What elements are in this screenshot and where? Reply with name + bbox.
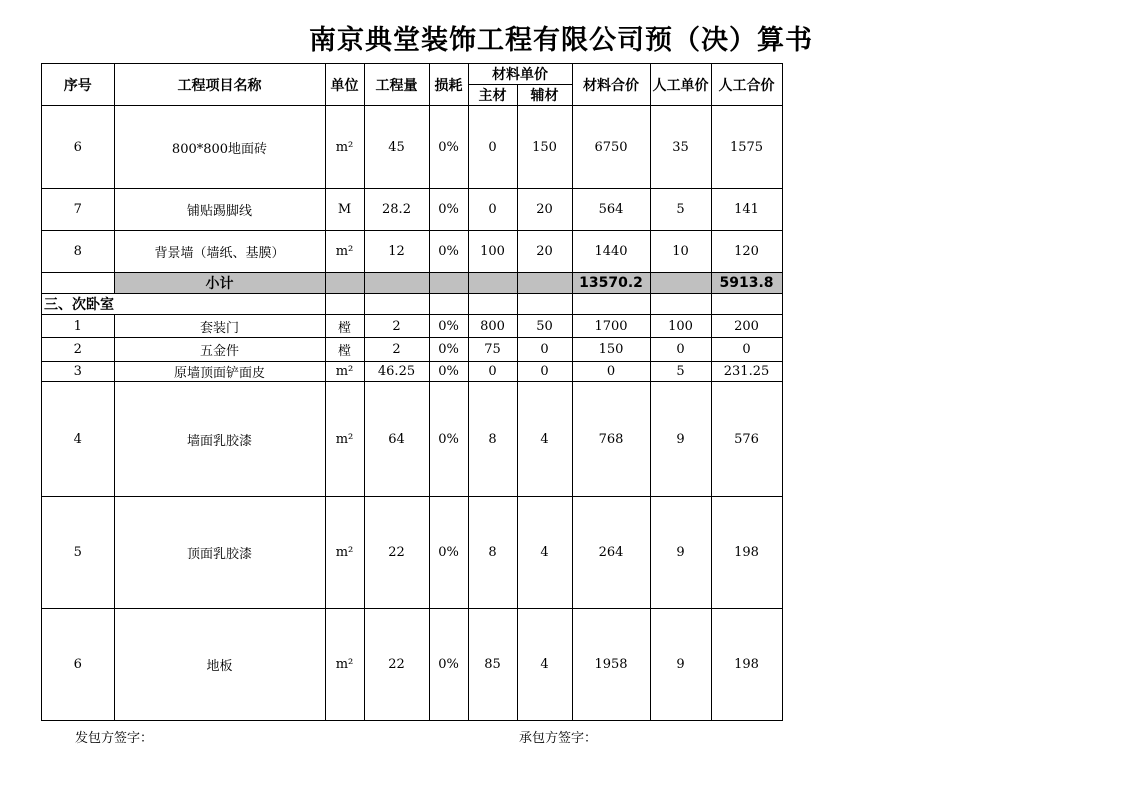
subtotal-blank [429, 273, 468, 294]
table-row [42, 497, 783, 609]
subtotal-index [42, 273, 115, 294]
cell-loss: 0% [429, 106, 468, 189]
cell-index: 5 [42, 497, 115, 609]
cell-unit: m² [325, 609, 364, 721]
cell-labor-total: 0 [711, 338, 782, 362]
table-row [42, 382, 783, 497]
cell-quantity: 2 [364, 338, 429, 362]
header-aux-material: 辅材 [517, 85, 572, 106]
table-row [42, 609, 783, 721]
cell-aux-material: 4 [517, 497, 572, 609]
cell-quantity: 12 [364, 231, 429, 273]
cell-aux-material: 50 [517, 315, 572, 338]
subtotal-blank [325, 273, 364, 294]
cell-material-total: 564 [572, 189, 650, 231]
cell-labor-total: 198 [711, 497, 782, 609]
section-blank [572, 294, 650, 315]
cell-index: 4 [42, 382, 115, 497]
cell-material-total: 6750 [572, 106, 650, 189]
section-row [42, 294, 783, 315]
cell-index: 6 [42, 609, 115, 721]
cell-material-total: 150 [572, 338, 650, 362]
section-blank [325, 294, 364, 315]
cell-labor-price: 10 [650, 231, 711, 273]
cell-unit: m² [325, 497, 364, 609]
cell-name: 五金件 [114, 338, 325, 362]
section-blank [114, 294, 325, 315]
cell-main-material: 0 [468, 189, 517, 231]
section-blank [468, 294, 517, 315]
header-loss: 损耗 [429, 64, 468, 106]
cell-quantity: 28.2 [364, 189, 429, 231]
cell-index: 7 [42, 189, 115, 231]
cell-main-material: 800 [468, 315, 517, 338]
table-row [42, 362, 783, 382]
cell-material-total: 0 [572, 362, 650, 382]
cell-material-total: 1700 [572, 315, 650, 338]
cell-labor-price: 9 [650, 497, 711, 609]
cell-loss: 0% [429, 338, 468, 362]
cell-name: 套装门 [114, 315, 325, 338]
cell-quantity: 22 [364, 497, 429, 609]
cell-loss: 0% [429, 189, 468, 231]
header-unit: 单位 [325, 64, 364, 106]
cell-aux-material: 4 [517, 609, 572, 721]
cell-index: 1 [42, 315, 115, 338]
cell-main-material: 75 [468, 338, 517, 362]
contractor-signature-label: 承包方签字： [519, 731, 598, 746]
client-signature-label: 发包方签字： [75, 731, 154, 746]
subtotal-blank [468, 273, 517, 294]
cell-main-material: 8 [468, 382, 517, 497]
cell-name: 800*800地面砖 [114, 106, 325, 189]
cell-name: 铺贴踢脚线 [114, 189, 325, 231]
cell-unit: m² [325, 362, 364, 382]
cell-labor-price: 9 [650, 382, 711, 497]
header-labor-price: 人工单价 [650, 64, 711, 106]
cell-main-material: 85 [468, 609, 517, 721]
cell-main-material: 0 [468, 362, 517, 382]
cell-name: 背景墙（墙纸、基膜） [114, 231, 325, 273]
cell-unit: M [325, 189, 364, 231]
subtotal-row [42, 273, 783, 294]
cell-unit: m² [325, 382, 364, 497]
cell-loss: 0% [429, 362, 468, 382]
cell-material-total: 264 [572, 497, 650, 609]
cell-labor-price: 5 [650, 189, 711, 231]
cell-labor-total: 198 [711, 609, 782, 721]
cell-quantity: 64 [364, 382, 429, 497]
cell-main-material: 0 [468, 106, 517, 189]
section-blank [429, 294, 468, 315]
cell-main-material: 8 [468, 497, 517, 609]
cell-labor-price: 35 [650, 106, 711, 189]
cell-material-total: 768 [572, 382, 650, 497]
cell-aux-material: 20 [517, 189, 572, 231]
cell-name: 顶面乳胶漆 [114, 497, 325, 609]
table-row [42, 231, 783, 273]
cell-labor-price: 0 [650, 338, 711, 362]
cell-labor-total: 200 [711, 315, 782, 338]
header-material-price: 材料单价 [468, 64, 572, 85]
cell-labor-total: 141 [711, 189, 782, 231]
cell-aux-material: 4 [517, 382, 572, 497]
cell-aux-material: 150 [517, 106, 572, 189]
section-blank [650, 294, 711, 315]
cell-labor-total: 576 [711, 382, 782, 497]
cell-index: 6 [42, 106, 115, 189]
cell-index: 2 [42, 338, 115, 362]
cell-quantity: 2 [364, 315, 429, 338]
header-labor-total: 人工合价 [711, 64, 782, 106]
cell-labor-price: 9 [650, 609, 711, 721]
cell-unit: 樘 [325, 338, 364, 362]
table-row [42, 189, 783, 231]
cell-labor-price: 100 [650, 315, 711, 338]
section-blank [364, 294, 429, 315]
cell-loss: 0% [429, 497, 468, 609]
cell-material-total: 1958 [572, 609, 650, 721]
subtotal-blank [650, 273, 711, 294]
cell-material-total: 1440 [572, 231, 650, 273]
subtotal-blank [364, 273, 429, 294]
cell-labor-price: 5 [650, 362, 711, 382]
subtotal-material-total: 13570.2 [572, 273, 650, 294]
cell-aux-material: 0 [517, 338, 572, 362]
cell-unit: m² [325, 106, 364, 189]
cell-name: 原墙顶面铲面皮 [114, 362, 325, 382]
cell-unit: m² [325, 231, 364, 273]
section-blank [517, 294, 572, 315]
cell-labor-total: 1575 [711, 106, 782, 189]
cell-quantity: 45 [364, 106, 429, 189]
header-quantity: 工程量 [364, 64, 429, 106]
estimate-table [41, 63, 783, 721]
subtotal-label: 小计 [114, 273, 325, 294]
cell-index: 3 [42, 362, 115, 382]
cell-name: 地板 [114, 609, 325, 721]
cell-main-material: 100 [468, 231, 517, 273]
cell-loss: 0% [429, 231, 468, 273]
section-blank [711, 294, 782, 315]
section-title: 三、次卧室 [42, 294, 115, 315]
header-name: 工程项目名称 [114, 64, 325, 106]
cell-quantity: 22 [364, 609, 429, 721]
cell-aux-material: 20 [517, 231, 572, 273]
subtotal-labor-total: 5913.8 [711, 273, 782, 294]
header-main-material: 主材 [468, 85, 517, 106]
cell-labor-total: 231.25 [711, 362, 782, 382]
cell-labor-total: 120 [711, 231, 782, 273]
document-title: 南京典堂装饰工程有限公司预（决）算书 [309, 25, 813, 56]
table-row [42, 315, 783, 338]
cell-loss: 0% [429, 315, 468, 338]
cell-quantity: 46.25 [364, 362, 429, 382]
subtotal-blank [517, 273, 572, 294]
cell-name: 墙面乳胶漆 [114, 382, 325, 497]
table-row [42, 338, 783, 362]
table-row [42, 106, 783, 189]
header-material-total: 材料合价 [572, 64, 650, 106]
header-index: 序号 [42, 64, 115, 106]
cell-loss: 0% [429, 382, 468, 497]
cell-index: 8 [42, 231, 115, 273]
cell-loss: 0% [429, 609, 468, 721]
cell-aux-material: 0 [517, 362, 572, 382]
cell-unit: 樘 [325, 315, 364, 338]
